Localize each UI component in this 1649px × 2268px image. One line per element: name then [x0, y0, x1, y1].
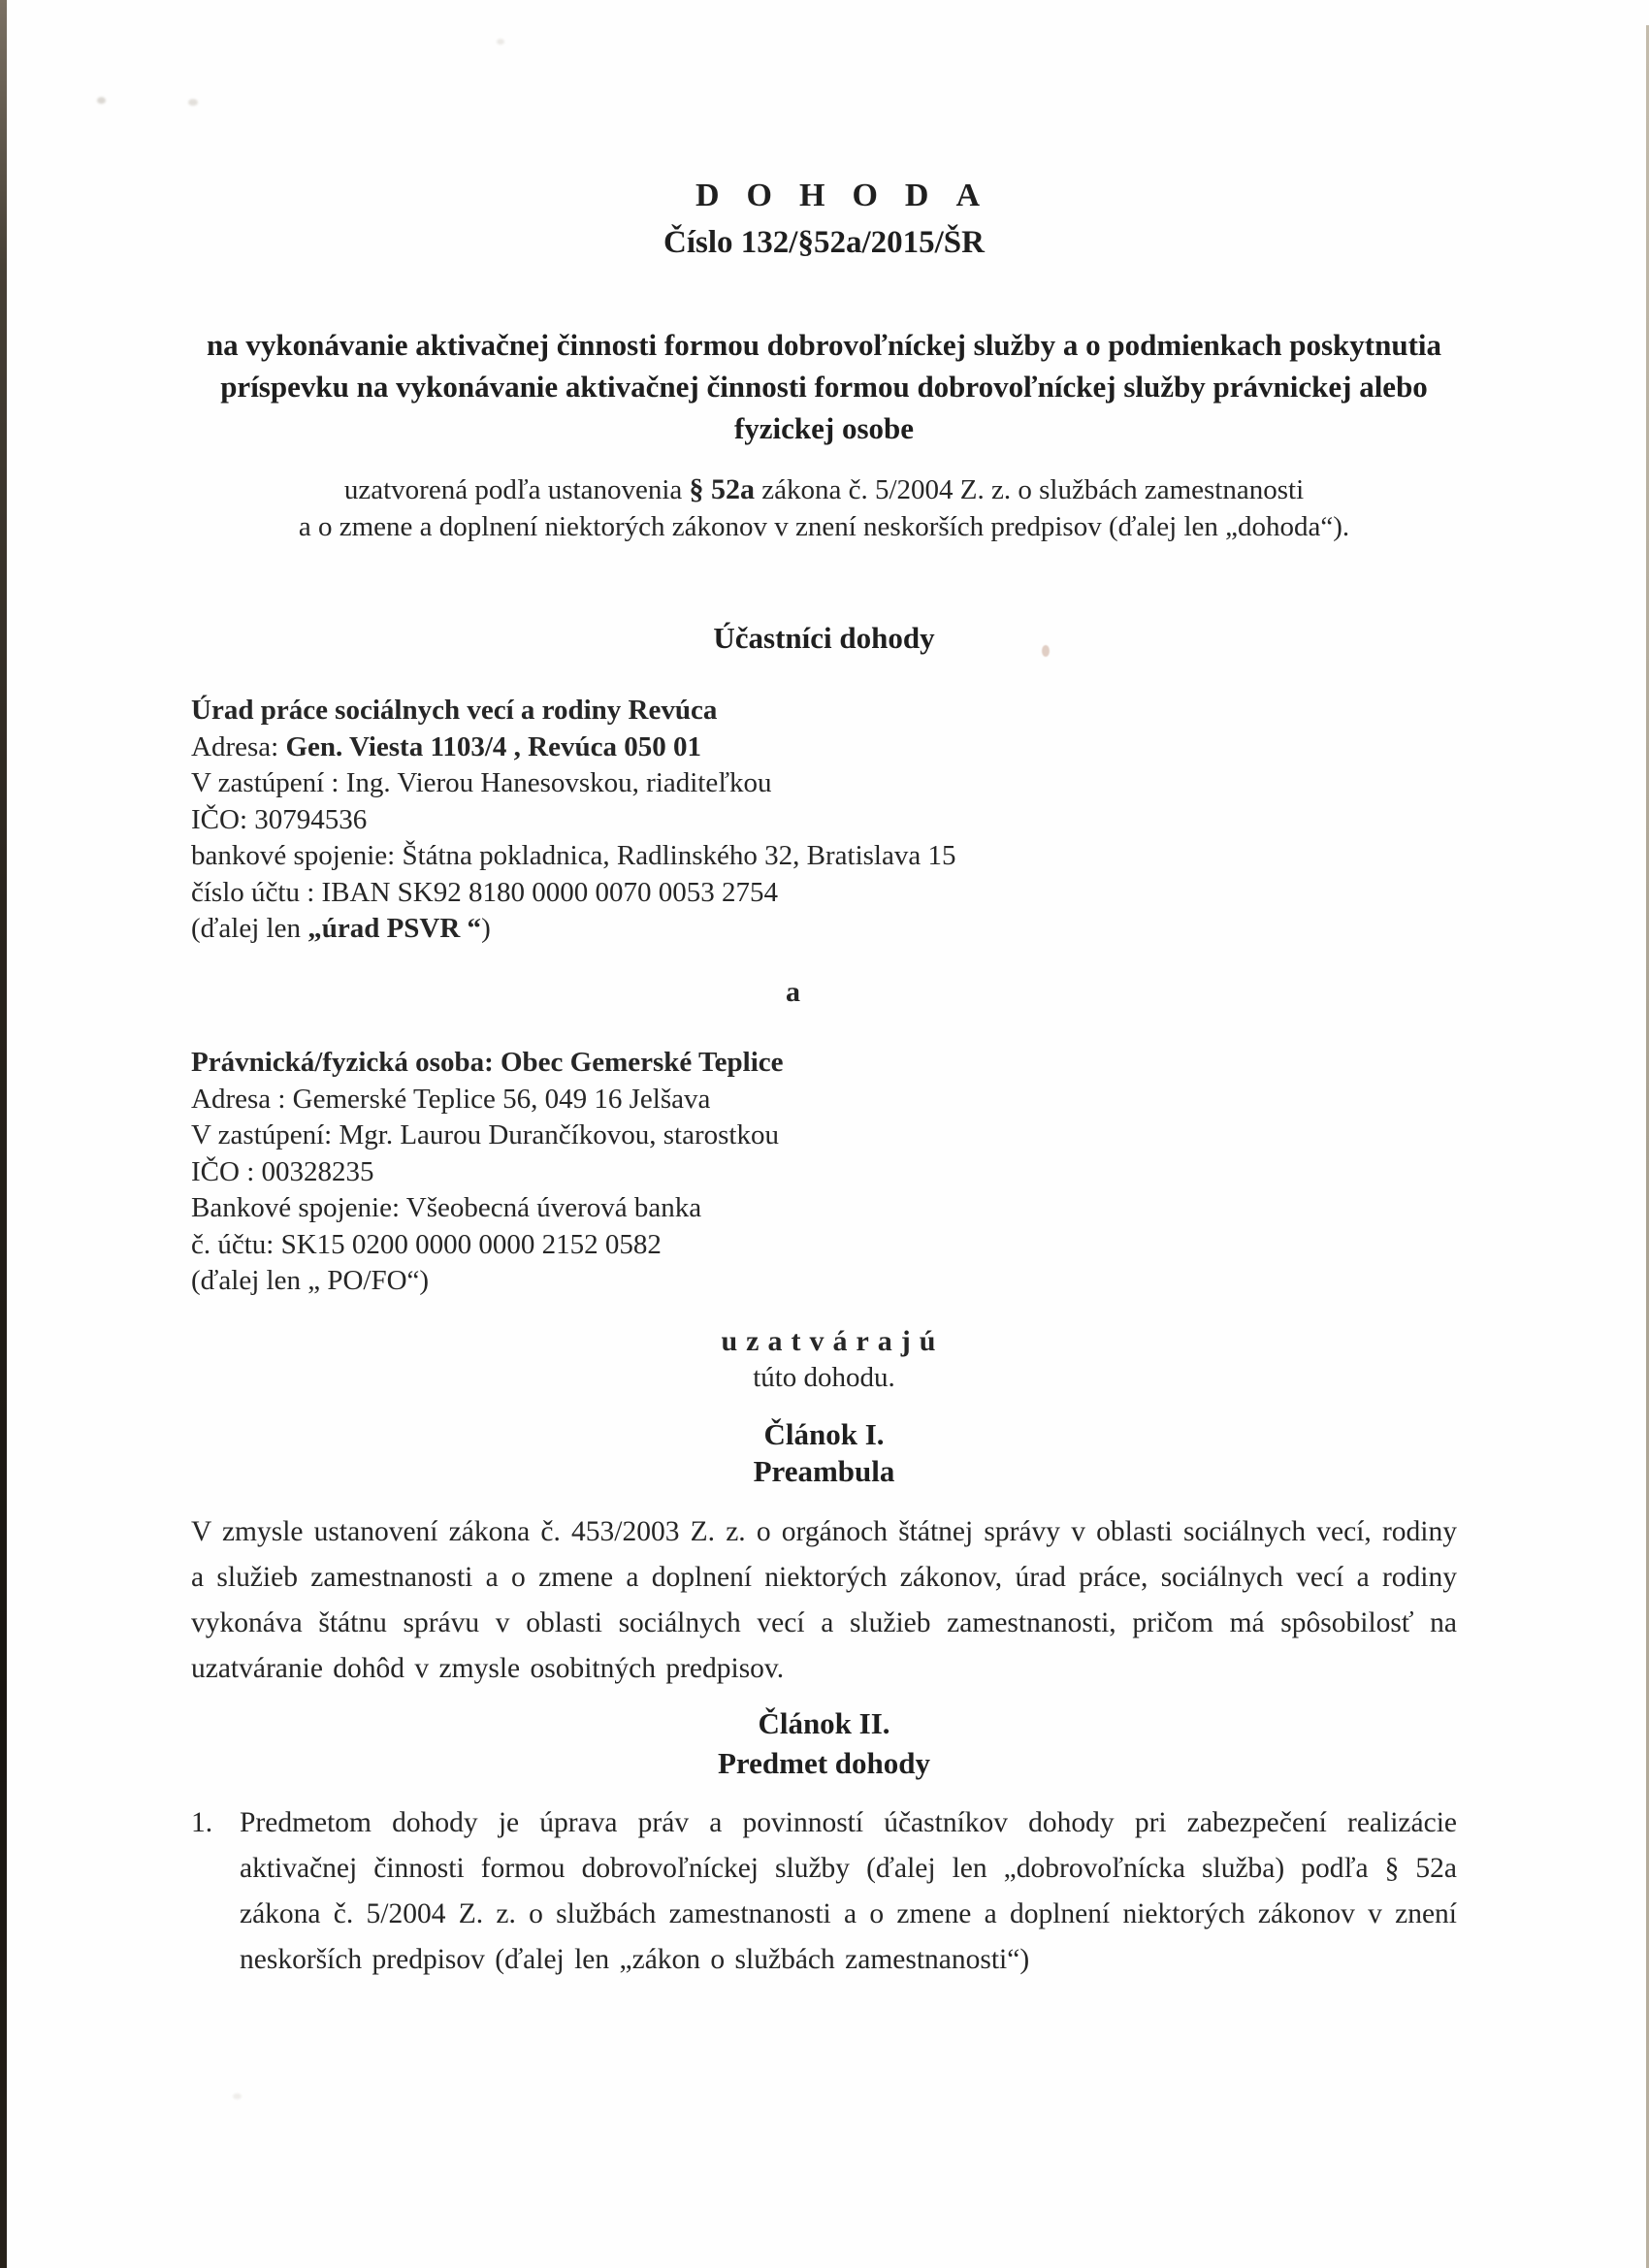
intro-text-after: zákona č. 5/2004 Z. z. o službách zamestnanosti: [755, 474, 1305, 505]
office-alias-after: ): [481, 913, 491, 944]
scan-speck: [97, 97, 106, 104]
party-office-block: [191, 693, 1457, 948]
scan-speck: [188, 99, 198, 106]
office-alias-before: (ďalej len: [191, 913, 308, 944]
entity-bank: Bankové spojenie: Všeobecná úverová banka: [191, 1192, 702, 1223]
agreement-intro: [191, 471, 1457, 545]
conclude-subline: túto dohodu.: [753, 1362, 895, 1393]
entity-name: Právnická/fyzická osoba: Obec Gemerské Teplice: [191, 1047, 784, 1078]
scan-speck: [497, 39, 504, 45]
scan-edge-left: [0, 0, 7, 2268]
entity-alias: (ďalej len „ PO/FO“): [191, 1265, 430, 1296]
entity-representative: V zastúpení: Mgr. Laurou Durančíkovou, starostkou: [191, 1119, 779, 1150]
office-address-label: Adresa:: [191, 730, 286, 762]
participants-heading: Účastníci dohody: [713, 621, 935, 655]
document-number: Číslo 132/§52a/2015/ŠR: [663, 225, 985, 260]
article1-body: V zmysle ustanovení zákona č. 453/2003 Z. z. o orgánoch štátnej správy v oblasti sociálnych vecí, rodiny a služieb zamestnanosti a o zmene a doplnení niektorých zákonov, úrad práce, sociálnych vecí a rodiny vykonáva štátnu správu v oblasti sociálnych vecí a služieb zamestnanosti, pričom má spôsobilosť na uzatváranie dohôd v zmysle osobitných predpisov.: [191, 1516, 1457, 1684]
conclude-word: uzatvárajú: [721, 1325, 945, 1357]
entity-address: Adresa : Gemerské Teplice 56, 049 16 Jelšava: [191, 1083, 711, 1115]
document-title: DOHODA: [695, 178, 1007, 213]
article2-subheading: Predmet dohody: [717, 1746, 930, 1780]
office-bank: bankové spojenie: Štátna pokladnica, Radlinského 32, Bratislava 15: [191, 840, 956, 871]
conjunction-a: a: [786, 976, 800, 1008]
office-alias: [191, 911, 1457, 948]
agreement-subject: na vykonávanie aktivačnej činnosti formou dobrovoľníckej služby a o podmienkach poskytnutia príspevku na vykonávanie aktivačnej činnosti formou dobrovoľníckej služby právnickej alebo fyzickej osobe: [206, 328, 1442, 445]
article2-heading: Článok II.: [758, 1706, 890, 1740]
office-address-value: Gen. Viesta 1103/4 , Revúca 050 01: [285, 730, 701, 762]
entity-ico: IČO : 00328235: [191, 1155, 374, 1187]
item1-text: Predmetom dohody je úprava práv a povinností účastníkov dohody pri zabezpečení realizácie aktivačnej činnosti formou dobrovoľníckej služby (ďalej len „dobrovoľnícka služba) podľa § 52a zákona č. 5/2004 Z. z. o službách zamestnanosti a o zmene a doplnení niektorých zákonov v znení neskorších predpisov (ďalej len „zákon o službách zamestnanosti“): [240, 1807, 1457, 1975]
intro-law-ref: § 52a: [689, 473, 755, 505]
office-address: [191, 729, 1457, 766]
article2-item-1: [191, 1800, 1457, 1983]
item1-number: 1.: [191, 1807, 213, 1838]
office-ico: IČO: 30794536: [191, 803, 368, 835]
intro-text-line2: a o zmene a doplnení niektorých zákonov v znení neskorších predpisov (ďalej len „dohoda“).: [298, 511, 1350, 542]
office-representative: V zastúpení : Ing. Vierou Hanesovskou, riaditeľkou: [191, 767, 772, 798]
office-account: číslo účtu : IBAN SK92 8180 0000 0070 0053 2754: [191, 876, 778, 908]
party-entity-block: [191, 1045, 1457, 1300]
intro-text-before: uzatvorená podľa ustanovenia: [343, 474, 690, 505]
scan-speck: [233, 2093, 242, 2099]
article1-subheading: Preambula: [753, 1454, 895, 1488]
entity-account: č. účtu: SK15 0200 0000 0000 2152 0582: [191, 1228, 662, 1260]
article1-heading: Článok I.: [763, 1417, 885, 1451]
office-name: Úrad práce sociálnych vecí a rodiny Revúca: [191, 695, 718, 726]
office-alias-name: „úrad PSVR “: [307, 913, 482, 944]
